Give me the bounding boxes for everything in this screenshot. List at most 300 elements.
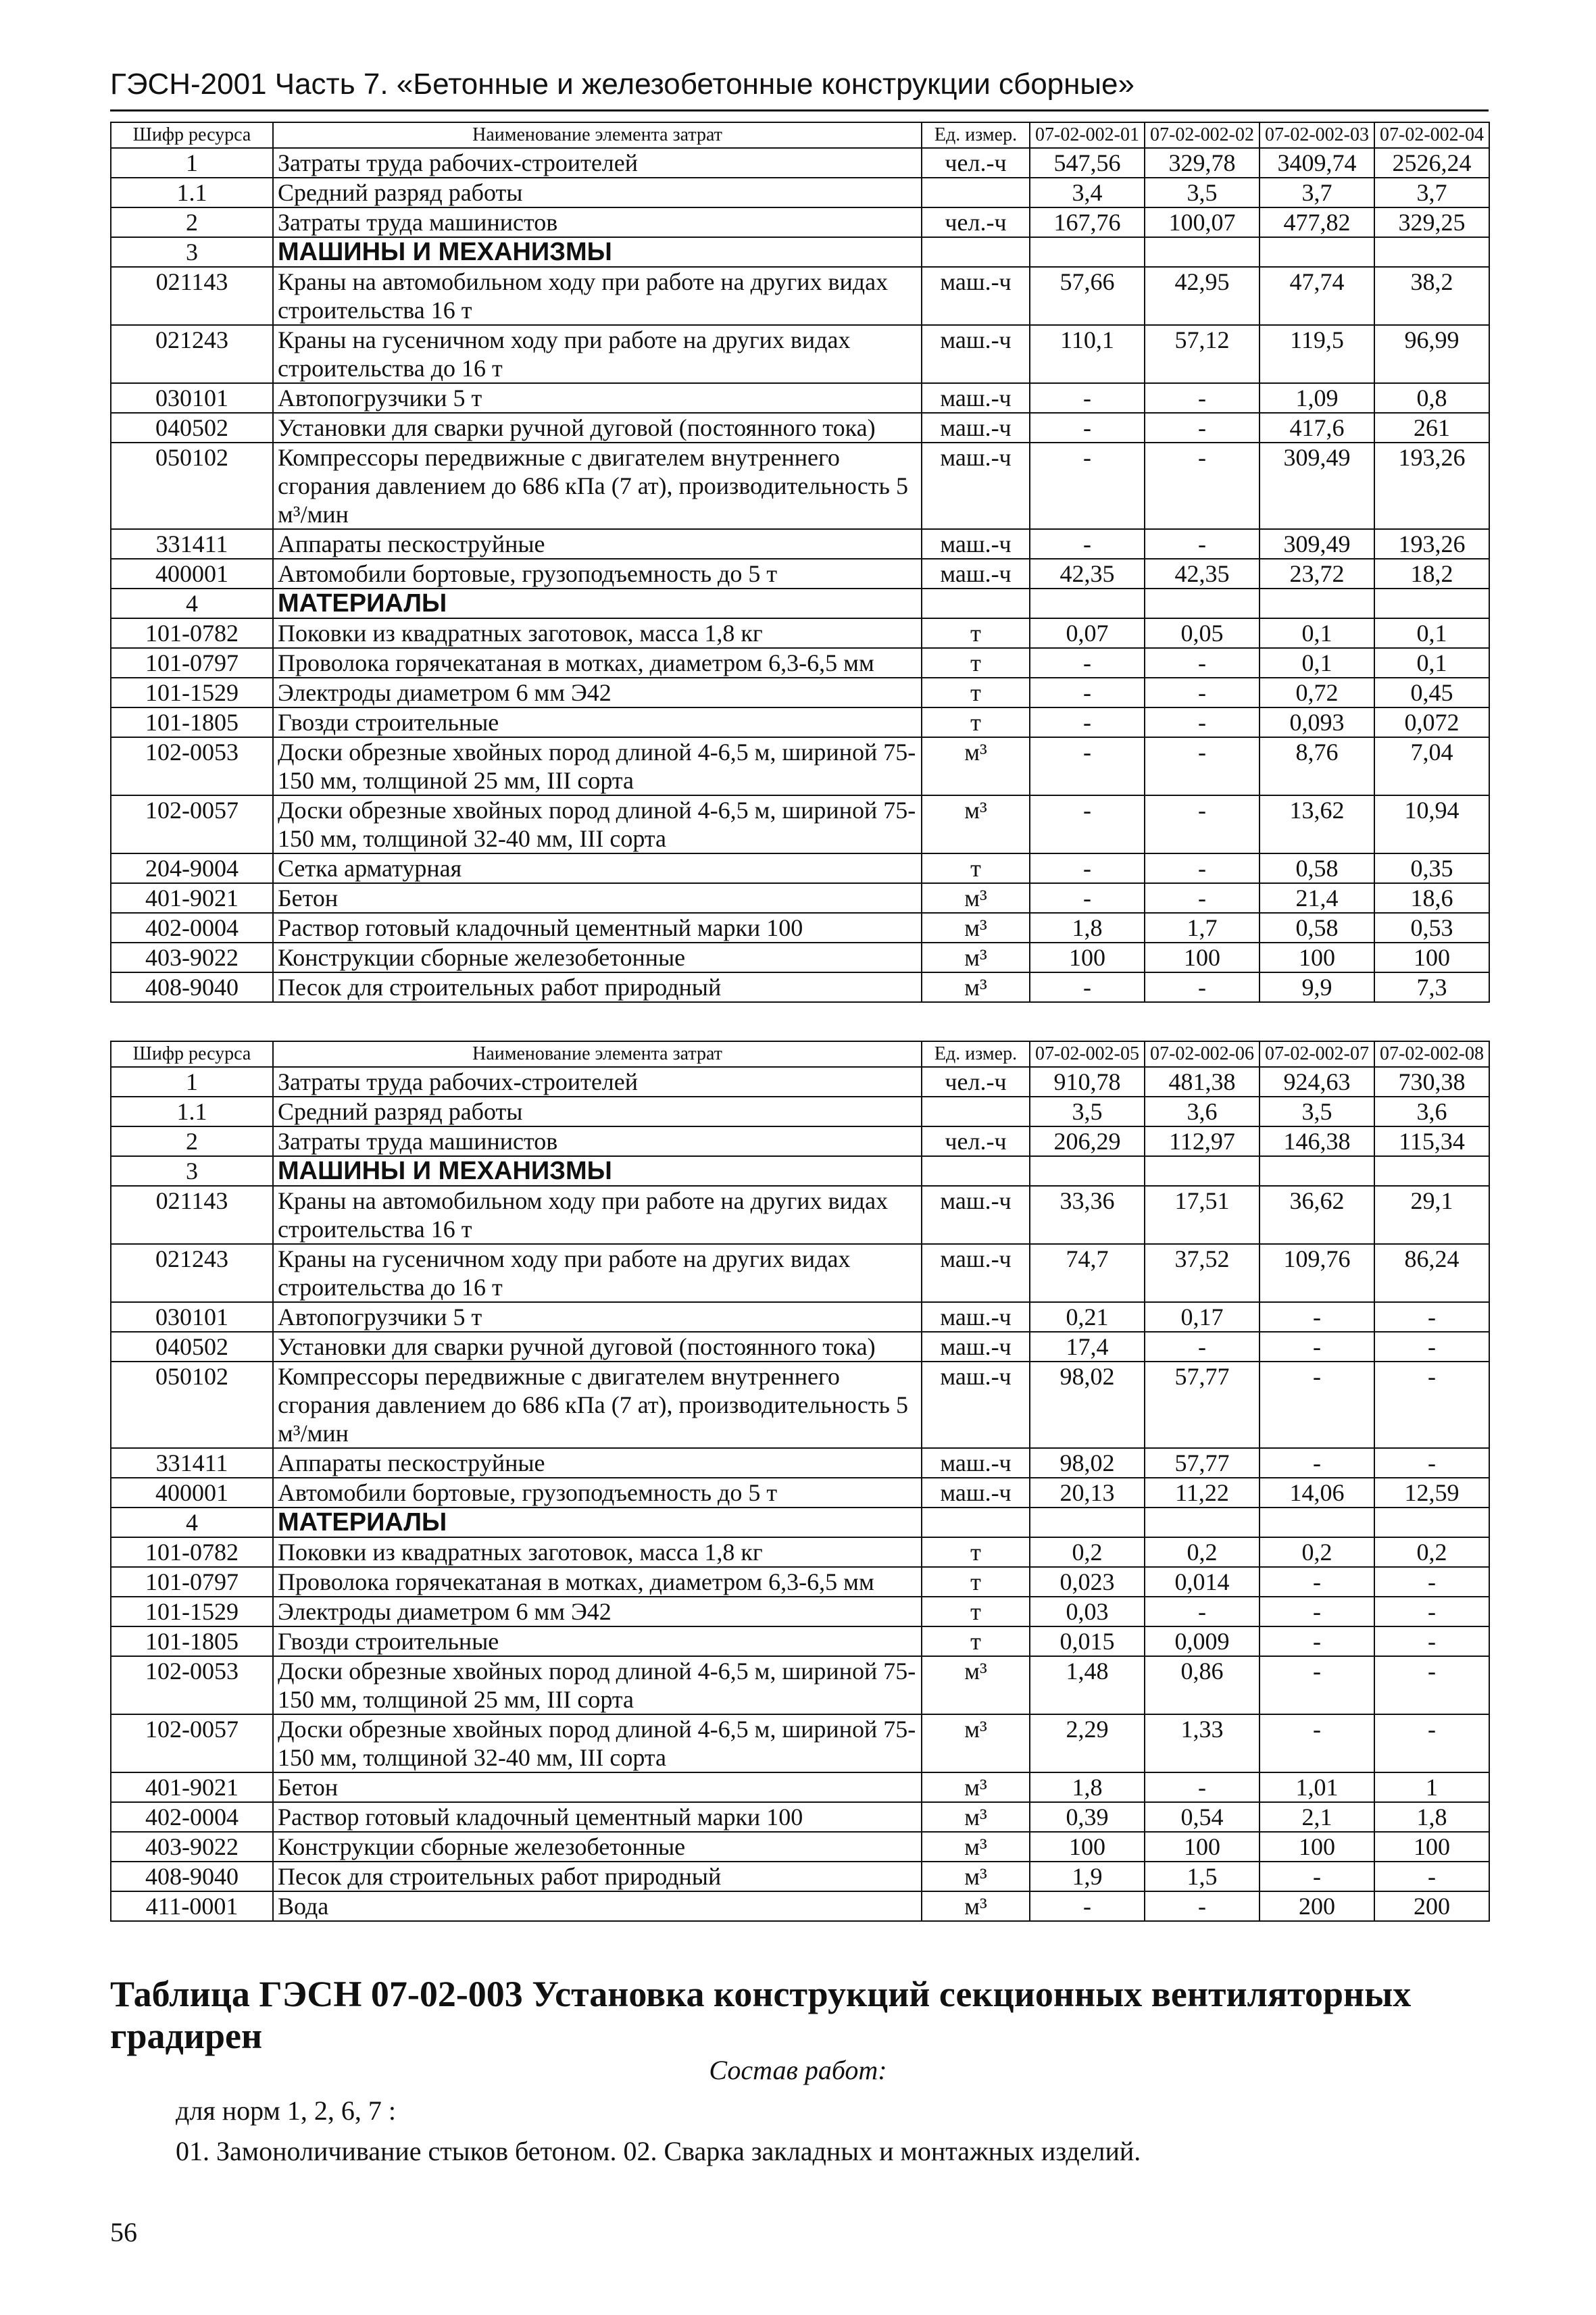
value-cell: 112,97 bbox=[1145, 1126, 1260, 1156]
value-cell: 0,07 bbox=[1030, 618, 1145, 648]
value-cell: 167,76 bbox=[1030, 207, 1145, 237]
value-cell: 0,2 bbox=[1145, 1537, 1260, 1567]
value-cell: 0,093 bbox=[1260, 707, 1374, 737]
resource-table-2 bbox=[110, 1041, 1490, 1922]
resource-name: Конструкции сборные железобетонные bbox=[273, 943, 922, 972]
value-cell: 1,7 bbox=[1145, 913, 1260, 943]
resource-code: 204-9004 bbox=[111, 853, 273, 883]
table-row bbox=[111, 707, 1489, 737]
resource-name: Гвозди строительные bbox=[273, 1626, 922, 1656]
table-row bbox=[111, 1802, 1489, 1832]
unit-column-header: Ед. измер. bbox=[922, 122, 1030, 148]
header-rule bbox=[110, 109, 1489, 111]
resource-code: 1.1 bbox=[111, 1097, 273, 1126]
resource-code: 040502 bbox=[111, 1332, 273, 1362]
value-cell: - bbox=[1145, 1597, 1260, 1626]
resource-name: Поковки из квадратных заготовок, масса 1,8 кг bbox=[273, 618, 922, 648]
value-cell: 1 bbox=[1374, 1772, 1489, 1802]
unit-cell: маш.-ч bbox=[922, 267, 1030, 325]
value-cell: - bbox=[1145, 1772, 1260, 1802]
resource-code: 3 bbox=[111, 1156, 273, 1186]
value-cell: - bbox=[1030, 648, 1145, 678]
value-cell: 200 bbox=[1374, 1891, 1489, 1921]
value-cell bbox=[1260, 1508, 1374, 1537]
unit-cell: т bbox=[922, 1626, 1030, 1656]
resource-code: 021143 bbox=[111, 1186, 273, 1244]
value-cell bbox=[1030, 237, 1145, 267]
unit-cell: м³ bbox=[922, 1714, 1030, 1772]
resource-code: 030101 bbox=[111, 1302, 273, 1332]
resource-code: 2 bbox=[111, 207, 273, 237]
value-cell: - bbox=[1145, 883, 1260, 913]
value-cell: 477,82 bbox=[1260, 207, 1374, 237]
resource-code: 3 bbox=[111, 237, 273, 267]
value-cell: 100 bbox=[1030, 1832, 1145, 1862]
table-row bbox=[111, 1478, 1489, 1508]
value-cell: 3,5 bbox=[1145, 178, 1260, 207]
value-cell: 0,015 bbox=[1030, 1626, 1145, 1656]
table-row bbox=[111, 207, 1489, 237]
resource-code: 400001 bbox=[111, 559, 273, 589]
resource-name: Доски обрезные хвойных пород длиной 4-6,5 м, шириной 75-150 мм, толщиной 25 мм, III сорта bbox=[273, 737, 922, 795]
value-cell: 0,05 bbox=[1145, 618, 1260, 648]
table-row bbox=[111, 1832, 1489, 1862]
unit-cell: м³ bbox=[922, 1832, 1030, 1862]
running-header: ГЭСН-2001 Часть 7. «Бетонные и железобетонные конструкции сборные» bbox=[110, 68, 1135, 101]
resource-code: 401-9021 bbox=[111, 1772, 273, 1802]
value-cell: 3,7 bbox=[1260, 178, 1374, 207]
value-cell: 20,13 bbox=[1030, 1478, 1145, 1508]
value-cell: 23,72 bbox=[1260, 559, 1374, 589]
value-cell: 0,2 bbox=[1030, 1537, 1145, 1567]
value-cell: 1,8 bbox=[1030, 913, 1145, 943]
resource-name: Песок для строительных работ природный bbox=[273, 1862, 922, 1891]
unit-cell: чел.-ч bbox=[922, 1067, 1030, 1097]
value-cell: 1,5 bbox=[1145, 1862, 1260, 1891]
resource-code: 102-0053 bbox=[111, 1656, 273, 1714]
resource-name: Песок для строительных работ природный bbox=[273, 972, 922, 1002]
resource-code: 050102 bbox=[111, 443, 273, 529]
value-cell: - bbox=[1030, 883, 1145, 913]
value-cell: 3,4 bbox=[1030, 178, 1145, 207]
resource-code: 1.1 bbox=[111, 178, 273, 207]
norm-column-header: 07-02-002-06 bbox=[1145, 1041, 1260, 1067]
value-cell: 11,22 bbox=[1145, 1478, 1260, 1508]
value-cell: 0,009 bbox=[1145, 1626, 1260, 1656]
resource-code: 101-1529 bbox=[111, 1597, 273, 1626]
value-cell: 37,52 bbox=[1145, 1244, 1260, 1302]
table-row bbox=[111, 148, 1489, 178]
norm-column-header: 07-02-002-08 bbox=[1374, 1041, 1489, 1067]
value-cell: 57,12 bbox=[1145, 325, 1260, 383]
resource-code: 101-0797 bbox=[111, 1567, 273, 1597]
value-cell: 329,25 bbox=[1374, 207, 1489, 237]
norm-column-header: 07-02-002-01 bbox=[1030, 122, 1145, 148]
value-cell: 109,76 bbox=[1260, 1244, 1374, 1302]
unit-cell: маш.-ч bbox=[922, 413, 1030, 443]
table-row bbox=[111, 648, 1489, 678]
table-row bbox=[111, 972, 1489, 1002]
value-cell: 21,4 bbox=[1260, 883, 1374, 913]
value-cell: 42,35 bbox=[1030, 559, 1145, 589]
name-column-header: Наименование элемента затрат bbox=[273, 1041, 922, 1067]
value-cell: 0,2 bbox=[1374, 1537, 1489, 1567]
value-cell: 12,59 bbox=[1374, 1478, 1489, 1508]
unit-cell: маш.-ч bbox=[922, 529, 1030, 559]
resource-name: Компрессоры передвижные с двигателем внутреннего сгорания давлением до 686 кПа (7 ат), производительность 5 м³/мин bbox=[273, 443, 922, 529]
value-cell: 481,38 bbox=[1145, 1067, 1260, 1097]
code-column-header: Шифр ресурса bbox=[111, 1041, 273, 1067]
section-row bbox=[111, 237, 1489, 267]
resource-name: Автопогрузчики 5 т bbox=[273, 383, 922, 413]
value-cell: 100 bbox=[1145, 943, 1260, 972]
unit-cell: маш.-ч bbox=[922, 1332, 1030, 1362]
value-cell: - bbox=[1145, 1891, 1260, 1921]
value-cell: 0,53 bbox=[1374, 913, 1489, 943]
value-cell: - bbox=[1030, 383, 1145, 413]
unit-cell: маш.-ч bbox=[922, 1478, 1030, 1508]
unit-cell bbox=[922, 1097, 1030, 1126]
resource-code: 040502 bbox=[111, 413, 273, 443]
value-cell: - bbox=[1145, 529, 1260, 559]
value-cell: 115,34 bbox=[1374, 1126, 1489, 1156]
unit-cell bbox=[922, 589, 1030, 618]
resource-code: 102-0053 bbox=[111, 737, 273, 795]
resource-code: 4 bbox=[111, 589, 273, 618]
value-cell bbox=[1145, 237, 1260, 267]
resource-code: 021143 bbox=[111, 267, 273, 325]
table-row bbox=[111, 795, 1489, 853]
table-row bbox=[111, 618, 1489, 648]
value-cell: - bbox=[1030, 413, 1145, 443]
value-cell: 0,72 bbox=[1260, 678, 1374, 707]
value-cell: - bbox=[1374, 1597, 1489, 1626]
value-cell: 329,78 bbox=[1145, 148, 1260, 178]
value-cell: 100,07 bbox=[1145, 207, 1260, 237]
value-cell: 0,2 bbox=[1260, 1537, 1374, 1567]
value-cell: 2526,24 bbox=[1374, 148, 1489, 178]
value-cell: 100 bbox=[1260, 943, 1374, 972]
resource-code: 1 bbox=[111, 1067, 273, 1097]
value-cell: 13,62 bbox=[1260, 795, 1374, 853]
value-cell: 309,49 bbox=[1260, 443, 1374, 529]
value-cell: - bbox=[1030, 529, 1145, 559]
value-cell: 0,023 bbox=[1030, 1567, 1145, 1597]
value-cell: 100 bbox=[1145, 1832, 1260, 1862]
resource-name: Электроды диаметром 6 мм Э42 bbox=[273, 1597, 922, 1626]
value-cell: 0,86 bbox=[1145, 1656, 1260, 1714]
unit-cell: маш.-ч bbox=[922, 1186, 1030, 1244]
unit-cell: м³ bbox=[922, 737, 1030, 795]
value-cell: - bbox=[1374, 1714, 1489, 1772]
table-row bbox=[111, 1862, 1489, 1891]
value-cell: 42,95 bbox=[1145, 267, 1260, 325]
unit-cell: м³ bbox=[922, 1862, 1030, 1891]
value-cell: 0,1 bbox=[1260, 618, 1374, 648]
value-cell: 8,76 bbox=[1260, 737, 1374, 795]
value-cell: 47,74 bbox=[1260, 267, 1374, 325]
value-cell: - bbox=[1260, 1862, 1374, 1891]
resource-name: Краны на гусеничном ходу при работе на других видах строительства до 16 т bbox=[273, 1244, 922, 1302]
resource-code: 402-0004 bbox=[111, 913, 273, 943]
table-row bbox=[111, 1244, 1489, 1302]
value-cell: 417,6 bbox=[1260, 413, 1374, 443]
value-cell: 57,66 bbox=[1030, 267, 1145, 325]
value-cell: - bbox=[1260, 1656, 1374, 1714]
value-cell: 261 bbox=[1374, 413, 1489, 443]
value-cell bbox=[1260, 1156, 1374, 1186]
value-cell: 0,8 bbox=[1374, 383, 1489, 413]
value-cell: 0,45 bbox=[1374, 678, 1489, 707]
resource-name: Краны на автомобильном ходу при работе на других видах строительства 16 т bbox=[273, 267, 922, 325]
resource-name: Бетон bbox=[273, 1772, 922, 1802]
value-cell: 0,58 bbox=[1260, 913, 1374, 943]
value-cell bbox=[1260, 237, 1374, 267]
value-cell: 730,38 bbox=[1374, 1067, 1489, 1097]
resource-code: 021243 bbox=[111, 325, 273, 383]
value-cell bbox=[1030, 1156, 1145, 1186]
value-cell: 193,26 bbox=[1374, 443, 1489, 529]
value-cell: 0,1 bbox=[1374, 618, 1489, 648]
value-cell: 7,3 bbox=[1374, 972, 1489, 1002]
value-cell: 3409,74 bbox=[1260, 148, 1374, 178]
value-cell: - bbox=[1145, 648, 1260, 678]
unit-cell: маш.-ч bbox=[922, 383, 1030, 413]
table-row bbox=[111, 1626, 1489, 1656]
unit-cell: т bbox=[922, 678, 1030, 707]
value-cell: 29,1 bbox=[1374, 1186, 1489, 1244]
value-cell: 0,39 bbox=[1030, 1802, 1145, 1832]
value-cell: 547,56 bbox=[1030, 148, 1145, 178]
value-cell: 193,26 bbox=[1374, 529, 1489, 559]
value-cell: 96,99 bbox=[1374, 325, 1489, 383]
resource-name: Компрессоры передвижные с двигателем внутреннего сгорания давлением до 686 кПа (7 ат), производительность 5 м³/мин bbox=[273, 1362, 922, 1448]
resource-code: 050102 bbox=[111, 1362, 273, 1448]
resource-name: Краны на гусеничном ходу при работе на других видах строительства до 16 т bbox=[273, 325, 922, 383]
resource-code: 400001 bbox=[111, 1478, 273, 1508]
norm-column-header: 07-02-002-02 bbox=[1145, 122, 1260, 148]
value-cell: 86,24 bbox=[1374, 1244, 1489, 1302]
resource-name: Затраты труда машинистов bbox=[273, 1126, 922, 1156]
resource-code: 101-0782 bbox=[111, 618, 273, 648]
resource-code: 331411 bbox=[111, 1448, 273, 1478]
resource-name: Проволока горячекатаная в мотках, диаметром 6,3-6,5 мм bbox=[273, 1567, 922, 1597]
value-cell: 0,35 bbox=[1374, 853, 1489, 883]
value-cell: 0,072 bbox=[1374, 707, 1489, 737]
value-cell bbox=[1145, 1508, 1260, 1537]
resource-code: 408-9040 bbox=[111, 1862, 273, 1891]
resource-code: 030101 bbox=[111, 383, 273, 413]
table-row bbox=[111, 413, 1489, 443]
value-cell: - bbox=[1260, 1302, 1374, 1332]
unit-cell: маш.-ч bbox=[922, 1244, 1030, 1302]
value-cell: - bbox=[1030, 707, 1145, 737]
value-cell: 98,02 bbox=[1030, 1448, 1145, 1478]
table-row bbox=[111, 913, 1489, 943]
table-row bbox=[111, 1597, 1489, 1626]
value-cell: 0,21 bbox=[1030, 1302, 1145, 1332]
value-cell: 1,01 bbox=[1260, 1772, 1374, 1802]
table-row bbox=[111, 529, 1489, 559]
value-cell: - bbox=[1260, 1448, 1374, 1478]
value-cell: - bbox=[1145, 383, 1260, 413]
resource-code: 021243 bbox=[111, 1244, 273, 1302]
value-cell: - bbox=[1374, 1332, 1489, 1362]
section-row bbox=[111, 1156, 1489, 1186]
table-row bbox=[111, 1186, 1489, 1244]
resource-code: 101-0782 bbox=[111, 1537, 273, 1567]
table-row bbox=[111, 737, 1489, 795]
value-cell: 10,94 bbox=[1374, 795, 1489, 853]
composition-heading: Состав работ: bbox=[709, 2055, 887, 2085]
value-cell: 7,04 bbox=[1374, 737, 1489, 795]
resource-code: 102-0057 bbox=[111, 795, 273, 853]
value-cell: 206,29 bbox=[1030, 1126, 1145, 1156]
resource-code: 403-9022 bbox=[111, 1832, 273, 1862]
value-cell: 18,2 bbox=[1374, 559, 1489, 589]
value-cell: 2,29 bbox=[1030, 1714, 1145, 1772]
unit-cell: т bbox=[922, 853, 1030, 883]
value-cell: 924,63 bbox=[1260, 1067, 1374, 1097]
value-cell: 33,36 bbox=[1030, 1186, 1145, 1244]
value-cell: - bbox=[1030, 972, 1145, 1002]
resource-name: Установки для сварки ручной дуговой (постоянного тока) bbox=[273, 1332, 922, 1362]
value-cell: 2,1 bbox=[1260, 1802, 1374, 1832]
value-cell: 3,6 bbox=[1374, 1097, 1489, 1126]
table-row bbox=[111, 383, 1489, 413]
table-row bbox=[111, 1891, 1489, 1921]
table-row bbox=[111, 325, 1489, 383]
composition-norms: для норм 1, 2, 6, 7 : bbox=[176, 2095, 396, 2126]
unit-cell: чел.-ч bbox=[922, 1126, 1030, 1156]
table-row bbox=[111, 1567, 1489, 1597]
table-row bbox=[111, 1302, 1489, 1332]
table-header-row bbox=[111, 122, 1489, 148]
resource-name: Затраты труда машинистов bbox=[273, 207, 922, 237]
norm-column-header: 07-02-002-04 bbox=[1374, 122, 1489, 148]
value-cell: - bbox=[1260, 1332, 1374, 1362]
norm-column-header: 07-02-002-05 bbox=[1030, 1041, 1145, 1067]
unit-cell: т bbox=[922, 618, 1030, 648]
section-title: МАТЕРИАЛЫ bbox=[273, 1508, 922, 1537]
value-cell: - bbox=[1260, 1597, 1374, 1626]
unit-cell: м³ bbox=[922, 972, 1030, 1002]
value-cell: - bbox=[1374, 1862, 1489, 1891]
resource-name: Доски обрезные хвойных пород длиной 4-6,5 м, шириной 75-150 мм, толщиной 32-40 мм, III сорта bbox=[273, 1714, 922, 1772]
value-cell: - bbox=[1374, 1362, 1489, 1448]
value-cell: 309,49 bbox=[1260, 529, 1374, 559]
resource-name: Сетка арматурная bbox=[273, 853, 922, 883]
value-cell: 57,77 bbox=[1145, 1362, 1260, 1448]
value-cell: 36,62 bbox=[1260, 1186, 1374, 1244]
table-row bbox=[111, 853, 1489, 883]
value-cell: 1,09 bbox=[1260, 383, 1374, 413]
value-cell: 119,5 bbox=[1260, 325, 1374, 383]
value-cell: - bbox=[1260, 1714, 1374, 1772]
resource-code: 101-0797 bbox=[111, 648, 273, 678]
resource-name: Бетон bbox=[273, 883, 922, 913]
unit-cell: т bbox=[922, 1597, 1030, 1626]
value-cell: - bbox=[1374, 1448, 1489, 1478]
resource-name: Аппараты пескоструйные bbox=[273, 1448, 922, 1478]
value-cell: - bbox=[1030, 1891, 1145, 1921]
value-cell: 38,2 bbox=[1374, 267, 1489, 325]
resource-name: Средний разряд работы bbox=[273, 178, 922, 207]
value-cell: - bbox=[1145, 737, 1260, 795]
resource-code: 408-9040 bbox=[111, 972, 273, 1002]
value-cell: 100 bbox=[1374, 943, 1489, 972]
value-cell: 200 bbox=[1260, 1891, 1374, 1921]
section-row bbox=[111, 1508, 1489, 1537]
value-cell: 14,06 bbox=[1260, 1478, 1374, 1508]
code-column-header: Шифр ресурса bbox=[111, 122, 273, 148]
unit-cell: маш.-ч bbox=[922, 1448, 1030, 1478]
unit-cell: м³ bbox=[922, 883, 1030, 913]
unit-cell bbox=[922, 1156, 1030, 1186]
value-cell: - bbox=[1030, 853, 1145, 883]
value-cell: - bbox=[1145, 443, 1260, 529]
unit-cell: м³ bbox=[922, 913, 1030, 943]
value-cell: 98,02 bbox=[1030, 1362, 1145, 1448]
resource-name: Доски обрезные хвойных пород длиной 4-6,5 м, шириной 75-150 мм, толщиной 25 мм, III сорта bbox=[273, 1656, 922, 1714]
resource-name: Вода bbox=[273, 1891, 922, 1921]
table-row bbox=[111, 178, 1489, 207]
value-cell: 100 bbox=[1030, 943, 1145, 972]
table-row bbox=[111, 1332, 1489, 1362]
value-cell: 0,58 bbox=[1260, 853, 1374, 883]
value-cell: 0,03 bbox=[1030, 1597, 1145, 1626]
resource-code: 101-1529 bbox=[111, 678, 273, 707]
value-cell: - bbox=[1030, 678, 1145, 707]
table-row bbox=[111, 883, 1489, 913]
value-cell: - bbox=[1030, 443, 1145, 529]
table-title: Таблица ГЭСН 07-02-003 Установка конструкций секционных вентиляторных градирен bbox=[110, 1974, 1412, 2056]
composition-operations: 01. Замоноличивание стыков бетоном. 02. Сварка закладных и монтажных изделий. bbox=[176, 2136, 1141, 2166]
table-row bbox=[111, 1126, 1489, 1156]
unit-cell: м³ bbox=[922, 1891, 1030, 1921]
unit-cell: м³ bbox=[922, 795, 1030, 853]
resource-name: Автомобили бортовые, грузоподъемность до 5 т bbox=[273, 559, 922, 589]
resource-name: Поковки из квадратных заготовок, масса 1,8 кг bbox=[273, 1537, 922, 1567]
unit-cell: м³ bbox=[922, 943, 1030, 972]
unit-cell: маш.-ч bbox=[922, 1302, 1030, 1332]
value-cell bbox=[1145, 589, 1260, 618]
value-cell: 146,38 bbox=[1260, 1126, 1374, 1156]
unit-cell: м³ bbox=[922, 1772, 1030, 1802]
page-number: 56 bbox=[110, 2217, 137, 2247]
value-cell: 42,35 bbox=[1145, 559, 1260, 589]
unit-cell: т bbox=[922, 1537, 1030, 1567]
value-cell: - bbox=[1260, 1362, 1374, 1448]
value-cell bbox=[1145, 1156, 1260, 1186]
resource-name: Аппараты пескоструйные bbox=[273, 529, 922, 559]
value-cell bbox=[1260, 589, 1374, 618]
table-row bbox=[111, 1537, 1489, 1567]
resource-code: 403-9022 bbox=[111, 943, 273, 972]
value-cell: - bbox=[1145, 678, 1260, 707]
resource-name: Средний разряд работы bbox=[273, 1097, 922, 1126]
value-cell bbox=[1030, 1508, 1145, 1537]
table-row bbox=[111, 943, 1489, 972]
table-row bbox=[111, 1772, 1489, 1802]
value-cell: 1,48 bbox=[1030, 1656, 1145, 1714]
unit-cell: маш.-ч bbox=[922, 559, 1030, 589]
value-cell: 3,5 bbox=[1260, 1097, 1374, 1126]
value-cell: 3,6 bbox=[1145, 1097, 1260, 1126]
value-cell: 0,1 bbox=[1260, 648, 1374, 678]
section-row bbox=[111, 589, 1489, 618]
resource-name: Раствор готовый кладочный цементный марки 100 bbox=[273, 913, 922, 943]
